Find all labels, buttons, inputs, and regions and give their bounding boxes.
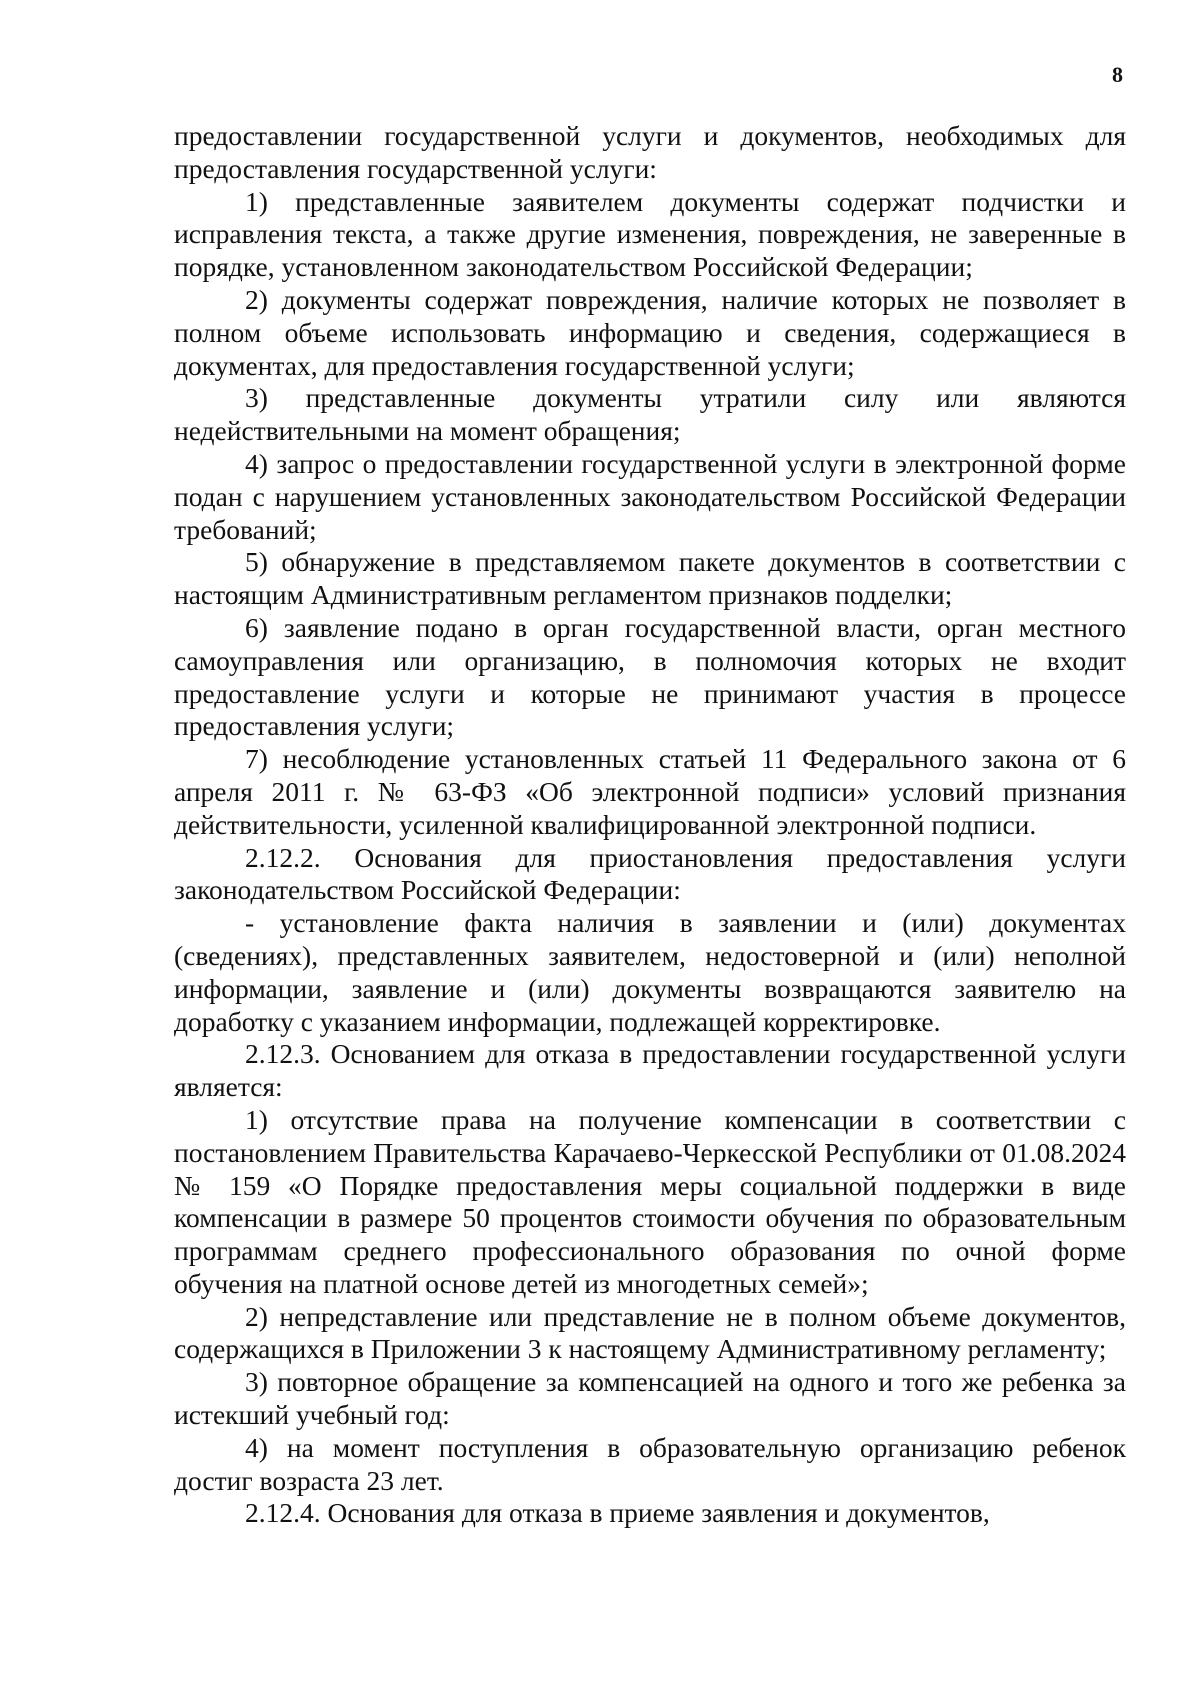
paragraph-refusal-item-3: 3) повторное обращение за компенсацией на одного и того же ребенка за истекший учебный год:: [174, 1366, 1126, 1431]
paragraph-refusal-item-2: 2) непредставление или представление не в полном объеме документов, содержащихся в Приложении 3 к настоящему Административному регламенту;: [174, 1300, 1126, 1365]
paragraph-refusal-item-1: 1) отсутствие права на получение компенсации в соответствии с постановлением Правительства Карачаево-Черкесской Республики от 01.08.2024 № 159 «О Порядке предоставления меры социальной поддержки в виде компенсации в размере 50 процентов стоимости обучения по образовательным программам среднего профессионального образования по очной форме обучения на платной основе детей из многодетных семей»;: [174, 1103, 1126, 1299]
paragraph-item-4: 4) запрос о предоставлении государственной услуги в электронной форме подан с нарушением установленных законодательством Российской Федерации требований;: [174, 447, 1126, 545]
paragraph-dash-item: - установление факта наличия в заявлении и (или) документах (сведениях), представленных заявителем, недостоверной и (или) неполной информации, заявление и (или) документы возвращаются заявителю на доработку с указанием информации, подлежащей корректировке.: [174, 907, 1126, 1037]
paragraph-item-6: 6) заявление подано в орган государственной власти, орган местного самоуправления или организацию, в полномочия которых не входит предоставление услуги и которые не принимают участия в процессе предоставления услуги;: [174, 611, 1126, 742]
paragraph-item-2: 2) документы содержат повреждения, наличие которых не позволяет в полном объеме использовать информацию и сведения, содержащиеся в документах, для предоставления государственной услуги;: [174, 283, 1126, 381]
document-body: [174, 120, 1126, 1530]
paragraph-item-7: 7) несоблюдение установленных статьей 11 Федерального закона от 6 апреля 2011 г. № 63-ФЗ «Об электронной подписи» условий признания действительности, усиленной квалифицированной электронной подписи.: [174, 743, 1126, 840]
section-2-12-4-heading: 2.12.4. Основания для отказа в приеме заявления и документов,: [245, 1497, 990, 1529]
page-number: 8: [1112, 62, 1123, 87]
section-2-12-3-heading: 2.12.3. Основанием для отказа в предоставлении государственной услуги является:: [174, 1038, 1126, 1103]
paragraph-item-5: 5) обнаружение в представляемом пакете документов в соответствии с настоящим Административным регламентом признаков подделки;: [174, 546, 1126, 611]
section-2-12-2-heading: 2.12.2. Основания для приостановления предоставления услуги законодательством Российской Федерации:: [174, 841, 1126, 906]
paragraph-refusal-item-4: 4) на момент поступления в образовательную организацию ребенок достиг возраста 23 лет.: [174, 1431, 1126, 1496]
paragraph-item-3: 3) представленные документы утратили силу или являются недействительными на момент обращения;: [174, 382, 1126, 447]
paragraph-continuation: предоставлении государственной услуги и документов, необходимых для предоставления государственной услуги:: [174, 120, 1126, 184]
paragraph-item-1: 1) представленные заявителем документы содержат подчистки и исправления текста, а также другие изменения, повреждения, не заверенные в порядке, установленном законодательством Российской Федерации;: [174, 185, 1126, 283]
